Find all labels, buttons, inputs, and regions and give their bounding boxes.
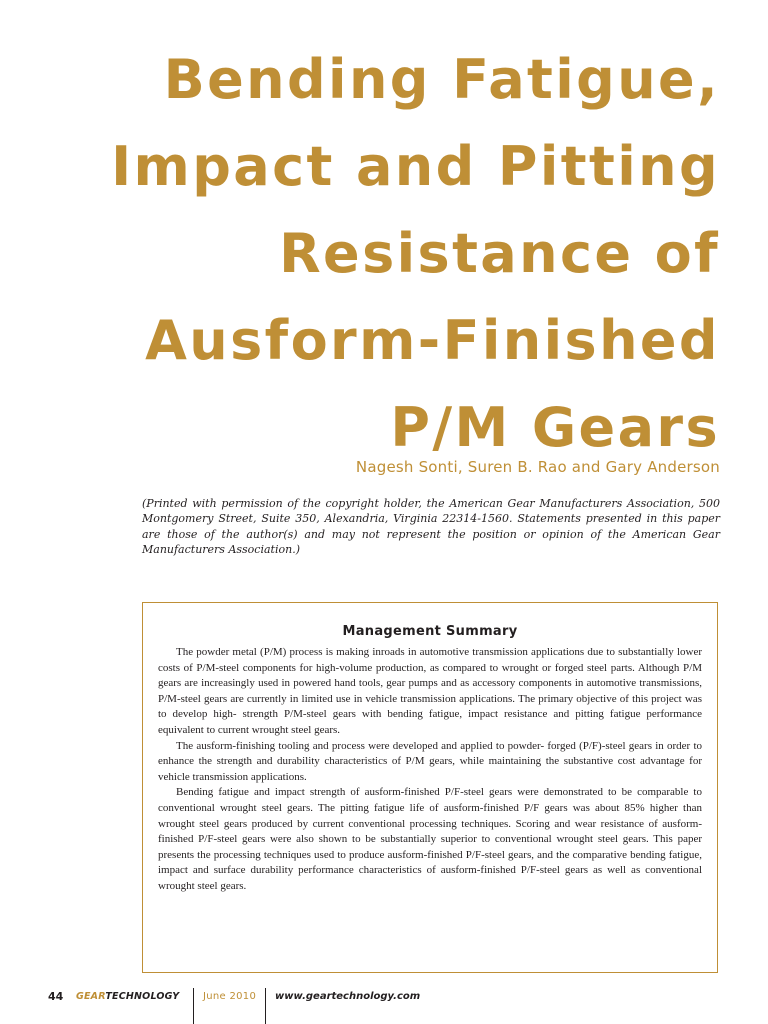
management-summary-box: [142, 602, 718, 973]
page-number: 44: [48, 990, 64, 1003]
footer-divider: [193, 988, 194, 1024]
summary-paragraph: The powder metal (P/M) process is making inroads in automotive transmission applications due to substantially lower costs of P/M-steel components for high-volume production, as compared to wrought or forged steel parts. Although P/M gears are increasingly used in powered hand tools, gear pumps and as accessory components in automotive transmissions, P/M-steel gears are currently in limited use in vehicle transmission applications. The primary objective of this project was to develop high- strength P/M-steel gears with bending fatigue, impact resistance and pitting fatigue performance equivalent to current wrought steel gears.: [158, 646, 702, 736]
article-title: [80, 36, 720, 471]
summary-heading: Management Summary: [342, 624, 518, 639]
title-line-1: Bending Fatigue,: [163, 48, 720, 111]
summary-paragraph: Bending fatigue and impact strength of ausform-finished P/F-steel gears were demonstrated to be comparable to conventional wrought steel gears. The pitting fatigue life of ausform-finished P/F gears was about 85% higher than wrought steel gears produced by current conventional processing techniques. Scoring and wear resistance of ausform-finished P/F-steel gears were also shown to be substantially superior to conventional wrought steel gears. This paper presents the processing techniques used to produce ausform-finished P/F-steel gears, and the comparative bending fatigue, impact and surface durability performance characteristics of ausform-finished P/F-steel gears as well as conventional wrought steel gears.: [158, 786, 702, 892]
title-line-4: Ausform-Finished: [145, 309, 720, 372]
footer-divider: [265, 988, 266, 1024]
summary-body: [158, 645, 702, 895]
page-footer: [0, 988, 768, 1024]
summary-paragraph: The ausform-finishing tooling and process were developed and applied to powder- forged (P/F)-steel gears in order to enhance the strength and durability characteristics of P/M gears, while maintaining the substantive cost advantage for vehicle transmission applications.: [158, 739, 702, 783]
logo-technology-text: TECHNOLOGY: [105, 991, 180, 1002]
issue-date: June 2010: [203, 991, 257, 1002]
geartechnology-logo: [76, 991, 179, 1002]
title-line-2: Impact and Pitting: [111, 135, 720, 198]
author-byline: Nagesh Sonti, Suren B. Rao and Gary Anderson: [355, 458, 720, 476]
title-line-3: Resistance of: [279, 222, 720, 285]
title-line-5: P/M Gears: [390, 396, 720, 459]
website-link[interactable]: www.geartechnology.com: [275, 991, 421, 1002]
logo-gear-text: GEAR: [76, 991, 106, 1002]
permission-note: (Printed with permission of the copyright holder, the American Gear Manufacturers Association, 500 Montgomery Street, Suite 350, Alexandria, Virginia 22314-1560. Statements presented in this paper are those of the author(s) and may not represent the position or opinion of the American Gear Manufacturers Association.): [142, 497, 720, 557]
